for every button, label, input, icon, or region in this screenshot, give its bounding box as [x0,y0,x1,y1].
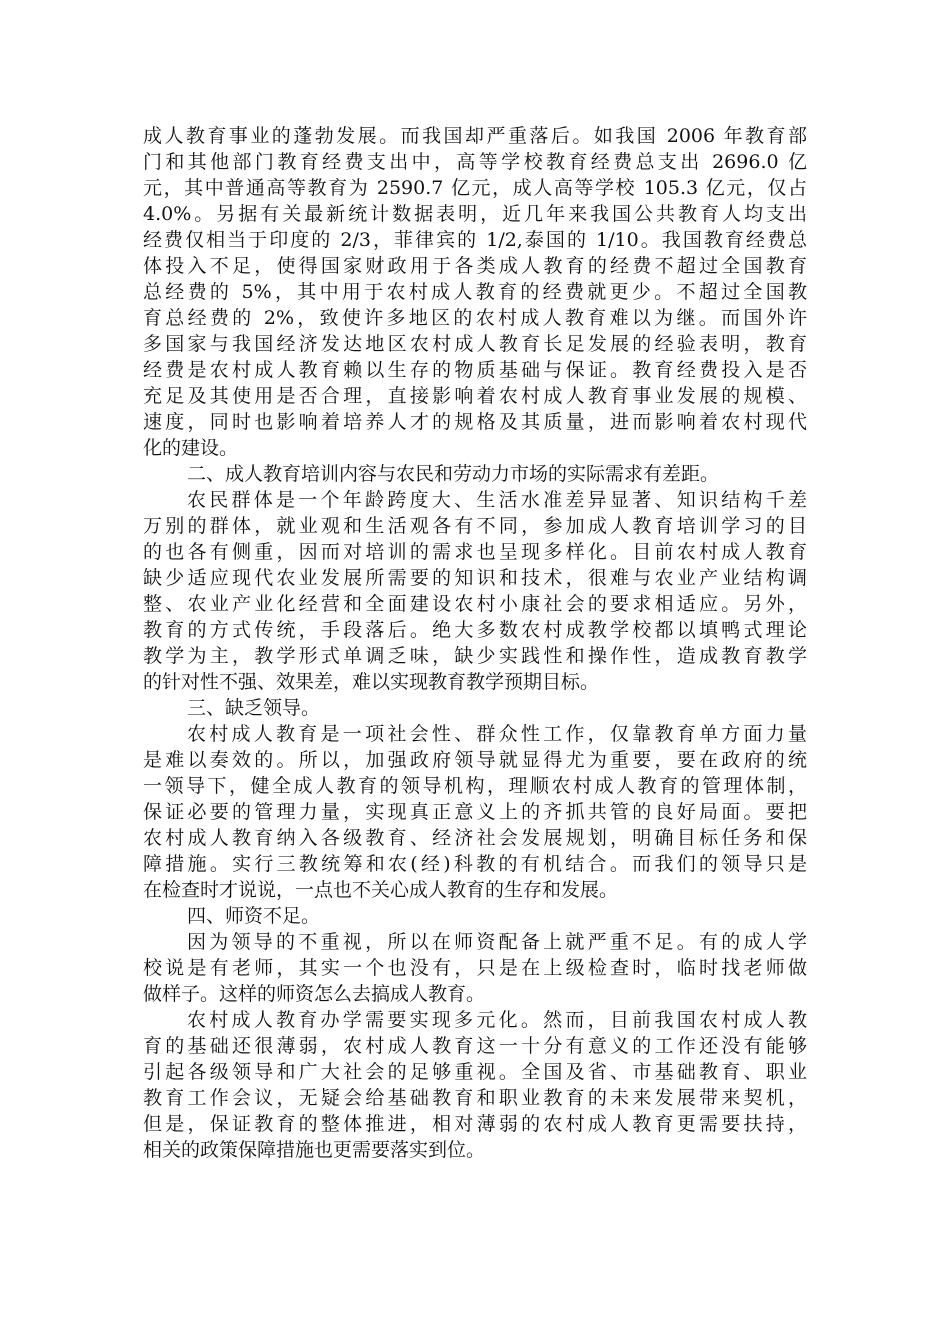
text-line: 成人教育事业的蓬勃发展。而我国却严重落后。如我国 2006 年教育部 [143,125,807,147]
text-line: 育总经费的 2%，致使许多地区的农村成人教育难以为继。而国外许 [143,307,807,329]
text-line: 体投入不足，使得国家财政用于各类成人教育的经费不超过全国教育 [143,255,807,277]
text-line: 做样子。这样的师资怎么去搞成人教育。 [143,983,486,1005]
text-line: 4.0%。另据有关最新统计数据表明，近几年来我国公共教育人均支出 [143,203,807,225]
text-line: 但是，保证教育的整体推进，相对薄弱的农村成人教育更需要扶持， [143,1113,807,1135]
text-line: 万别的群体，就业观和生活观各有不同，参加成人教育培训学习的目 [143,515,807,537]
text-line: 速度，同时也影响着培养人才的规格及其质量，进而影响着农村现代 [143,411,807,433]
text-line: 总经费的 5%，其中用于农村成人教育的经费就更少。不超过全国教 [143,281,807,303]
paragraph-first-line: 三、缺乏领导。 [187,697,321,719]
text-line: 育的基础还很薄弱，农村成人教育这一十分有意义的工作还没有能够 [143,1035,807,1057]
text-line: 保证必要的管理力量，实现真正意义上的齐抓共管的良好局面。要把 [143,801,807,823]
text-line: 引起各级领导和广大社会的足够重视。全国及省、市基础教育、职业 [143,1061,807,1083]
text-line: 教育的方式传统，手段落后。绝大多数农村成教学校都以填鸭式理论 [143,619,807,641]
paragraph-first-line: 农村成人教育办学需要实现多元化。然而，目前我国农村成人教 [187,1009,807,1031]
text-line: 化的建设。 [143,437,239,459]
text-line: 教学为主，教学形式单调乏味，缺少实践性和操作性，造成教育教学 [143,645,807,667]
text-line: 农村成人教育纳入各级教育、经济社会发展规划，明确目标任务和保 [143,827,807,849]
text-line: 障措施。实行三教统筹和农(经)科教的有机结合。而我们的领导只是 [143,853,807,875]
paragraph-first-line: 二、成人教育培训内容与农民和劳动力市场的实际需求有差距。 [187,463,720,485]
text-line: 经费仅相当于印度的 2/3，菲律宾的 1/2,泰国的 1/10。我国教育经费总 [143,229,807,251]
paragraph-first-line: 因为领导的不重视，所以在师资配备上就严重不足。有的成人学 [187,931,807,953]
text-line: 多国家与我国经济发达地区农村成人教育长足发展的经验表明，教育 [143,333,807,355]
text-line: 元，其中普通高等教育为 2590.7 亿元，成人高等学校 105.3 亿元，仅占 [143,177,807,199]
text-line: 相关的政策保障措施也更需要落实到位。 [143,1139,486,1161]
text-line: 的也各有侧重，因而对培训的需求也呈现多样化。目前农村成人教育 [143,541,807,563]
text-line: 缺少适应现代农业发展所需要的知识和技术，很难与农业产业结构调 [143,567,807,589]
text-line: 的针对性不强、效果差，难以实现教育教学预期目标。 [143,671,600,693]
text-line: 经费是农村成人教育赖以生存的物质基础与保证。教育经费投入是否 [143,359,807,381]
text-line: 充足及其使用是否合理，直接影响着农村成人教育事业发展的规模、 [143,385,807,407]
text-line: 门和其他部门教育经费支出中，高等学校教育经费总支出 2696.0 亿 [143,151,807,173]
text-line: 是难以奏效的。所以，加强政府领导就显得尤为重要，要在政府的统 [143,749,807,771]
text-line: 校说是有老师，其实一个也没有，只是在上级检查时，临时找老师做 [143,957,807,979]
paragraph-first-line: 四、师资不足。 [187,905,321,927]
text-line: 一领导下，健全成人教育的领导机构，理顺农村成人教育的管理体制， [143,775,807,797]
text-line: 教育工作会议，无疑会给基础教育和职业教育的未来发展带来契机， [143,1087,807,1109]
text-line: 整、农业产业化经营和全面建设农村小康社会的要求相适应。另外， [143,593,807,615]
body-text [143,123,807,1163]
text-line: 在检查时才说说，一点也不关心成人教育的生存和发展。 [143,879,619,901]
paragraph-first-line: 农民群体是一个年龄跨度大、生活水准差异显著、知识结构千差 [187,489,807,511]
paragraph-first-line: 农村成人教育是一项社会性、群众性工作，仅靠教育单方面力量 [187,723,807,745]
